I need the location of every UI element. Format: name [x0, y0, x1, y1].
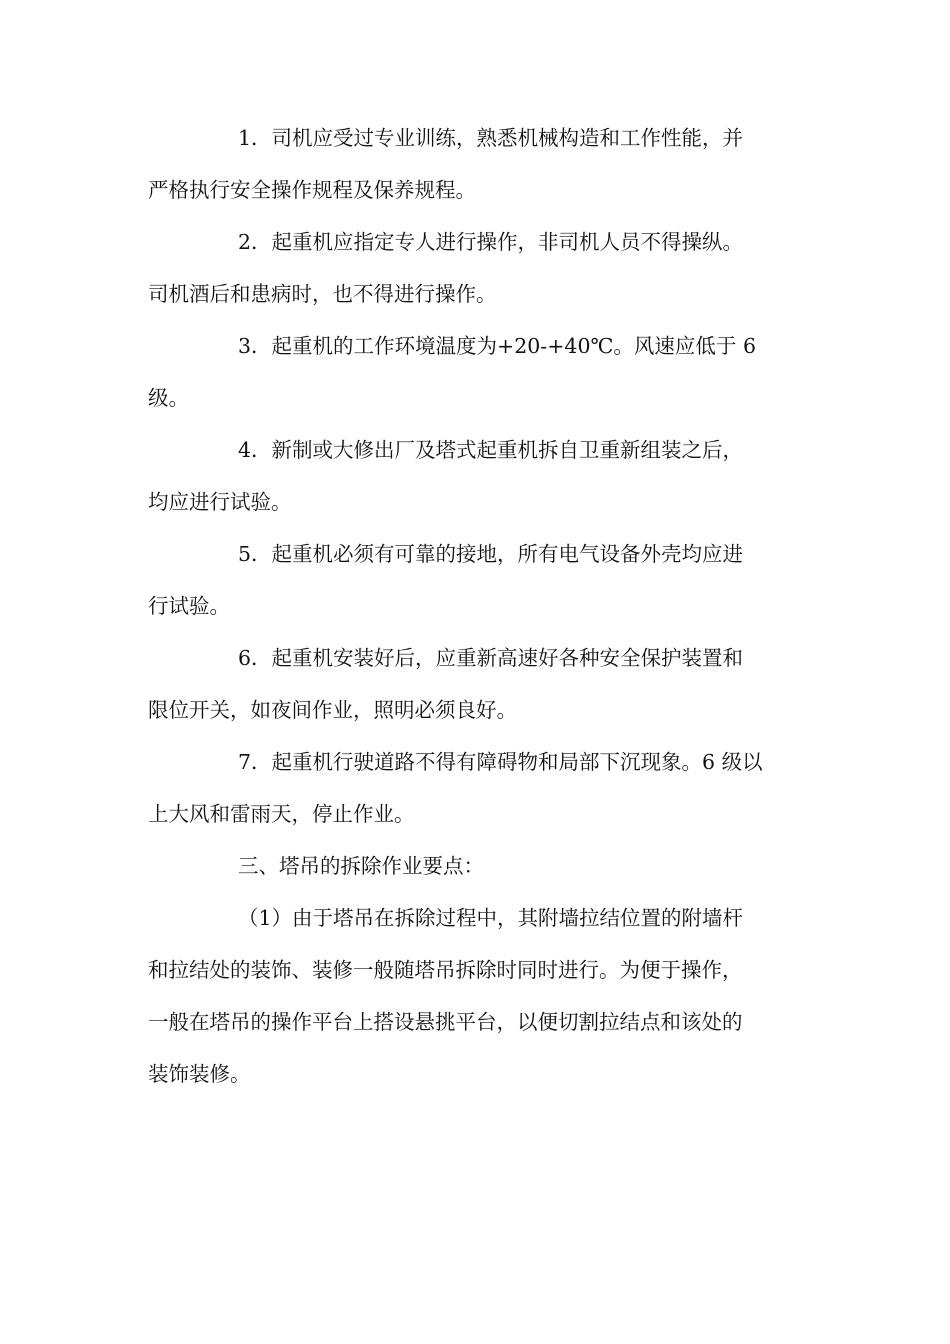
paragraph-line: 2．起重机应指定专人进行操作，非司机人员不得操纵。 [238, 230, 744, 254]
paragraph-line: 装饰装修。 [148, 1062, 251, 1086]
paragraph-item-8 [148, 892, 804, 1100]
paragraph-line: 级。 [148, 386, 189, 410]
paragraph-item-7 [148, 736, 804, 840]
paragraph-line: 和拉结处的装饰、装修一般随塔吊拆除时同时进行。为便于操作， [148, 958, 743, 982]
paragraph-line: 上大风和雷雨天，停止作业。 [148, 802, 415, 826]
paragraph-line: 5．起重机必须有可靠的接地，所有电气设备外壳均应进 [238, 542, 744, 566]
paragraph-line: 6．起重机安装好后，应重新高速好各种安全保护装置和 [238, 646, 744, 670]
paragraph-line: 限位开关，如夜间作业，照明必须良好。 [148, 698, 517, 722]
paragraph-line: （1）由于塔吊在拆除过程中，其附墙拉结位置的附墙杆 [238, 906, 744, 930]
paragraph-line: 7．起重机行驶道路不得有障碍物和局部下沉现象。6 级以 [238, 750, 763, 774]
paragraph-item-3 [148, 320, 804, 424]
paragraph-item-5 [148, 528, 804, 632]
paragraph-item-6 [148, 632, 804, 736]
paragraph-line: 一般在塔吊的操作平台上搭设悬挑平台，以便切割拉结点和该处的 [148, 1010, 743, 1034]
paragraph-line: 行试验。 [148, 594, 230, 618]
paragraph-line: 司机酒后和患病时，也不得进行操作。 [148, 282, 497, 306]
document-body [148, 112, 804, 1100]
paragraph-item-4 [148, 424, 804, 528]
paragraph-line: 1．司机应受过专业训练，熟悉机械构造和工作性能，并 [238, 126, 744, 150]
paragraph-line: 严格执行安全操作规程及保养规程。 [148, 178, 476, 202]
section-heading-text: 三、塔吊的拆除作业要点： [238, 854, 484, 878]
paragraph-item-2 [148, 216, 804, 320]
paragraph-line: 3．起重机的工作环境温度为+20-+40℃。风速应低于 6 [238, 334, 756, 358]
paragraph-line: 4．新制或大修出厂及塔式起重机拆自卫重新组装之后， [238, 438, 744, 462]
section-heading [148, 840, 804, 892]
paragraph-line: 均应进行试验。 [148, 490, 292, 514]
paragraph-item-1 [148, 112, 804, 216]
